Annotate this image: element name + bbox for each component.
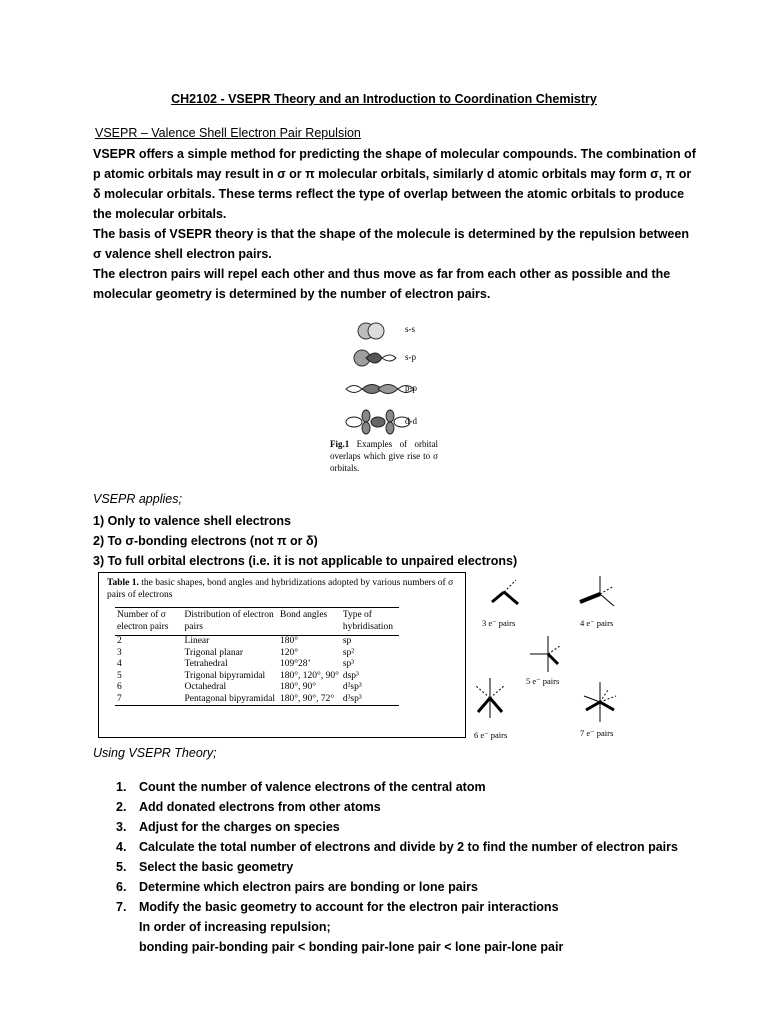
list-item <box>116 877 678 897</box>
table-cell: 2 <box>117 636 122 646</box>
intro-line: VSEPR offers a simple method for predicting the shape of molecular compounds. The combination of <box>93 147 696 161</box>
table-caption <box>107 577 459 601</box>
step-text: Count the number of valence electrons of the central atom <box>139 780 486 794</box>
table-cell: d²sp³ <box>342 682 362 692</box>
step-text: Modify the basic geometry to account for the electron pair interactions <box>139 900 559 914</box>
table-cell: 3 <box>117 647 122 658</box>
intro-line: the molecular orbitals. <box>93 207 227 221</box>
table-caption-text: the basic shapes, bond angles and hybridizations adopted by various numbers of σ pairs of electrons <box>107 578 454 600</box>
list-item-continuation <box>116 937 678 957</box>
section-heading: VSEPR – Valence Shell Electron Pair Repulsion <box>95 126 361 140</box>
using-heading: Using VSEPR Theory; <box>93 746 217 760</box>
s-p-overlap-drawing <box>354 350 396 366</box>
table-header-row <box>115 608 399 636</box>
table-cell: 180°, 120°, 90° <box>280 670 339 681</box>
figure-caption-text: Examples of orbital overlaps which give rise to σ orbitals. <box>330 439 438 473</box>
table-cell: sp <box>342 636 352 646</box>
step-number: 7. <box>116 900 127 914</box>
table-row <box>115 659 399 671</box>
table-row <box>115 671 399 683</box>
p-p-overlap-drawing <box>346 385 414 394</box>
step-number: 1. <box>116 780 127 794</box>
d-d-overlap-drawing <box>346 410 410 434</box>
table-cell: sp³ <box>342 659 355 669</box>
table-header: Type of hybridisation <box>342 610 393 632</box>
step-text: Select the basic geometry <box>139 860 294 874</box>
trigonal-bipyramidal-sketch <box>530 636 560 672</box>
table-cell: d³sp³ <box>342 693 362 704</box>
table-cell: 109°28’ <box>280 659 311 669</box>
list-item: 2) To σ-bonding electrons (not π or δ) <box>93 534 318 548</box>
intro-paragraph <box>93 144 696 304</box>
vsepr-table <box>115 607 399 706</box>
table-cell: Trigonal bipyramidal <box>184 670 266 681</box>
table-cell: sp² <box>342 647 355 658</box>
table-row <box>115 694 399 706</box>
table-1 <box>98 572 466 738</box>
orbital-label: s-s <box>405 324 416 334</box>
table-cell: 7 <box>117 693 122 704</box>
list-item-continuation <box>116 917 678 937</box>
table-cell: 4 <box>117 659 122 669</box>
table-cell: 6 <box>117 682 122 692</box>
geometry-label: 4 e⁻ pairs <box>580 618 614 628</box>
steps-list <box>116 777 678 957</box>
applies-list <box>93 511 517 571</box>
geometry-label: 3 e⁻ pairs <box>482 618 516 628</box>
geometry-sketches <box>468 572 638 744</box>
list-item: 3) To full orbital electrons (i.e. it is not applicable to unpaired electrons) <box>93 554 518 568</box>
pentagonal-bipyramidal-sketch <box>584 682 616 722</box>
step-text: Calculate the total number of electrons and divide by 2 to find the number of electron pairs <box>139 840 678 854</box>
step-number: 2. <box>116 800 127 814</box>
orbital-label: p-p <box>405 383 417 393</box>
s-s-overlap-drawing <box>358 323 384 339</box>
table-cell: 180° <box>280 636 299 646</box>
table-row <box>115 682 399 694</box>
figure-caption <box>330 438 438 474</box>
step-number: 6. <box>116 880 127 894</box>
table-cell: Octahedral <box>184 682 227 692</box>
list-item <box>116 897 678 917</box>
geometry-drawings <box>468 572 638 744</box>
step-continuation: bonding pair-bonding pair < bonding pair-lone pair < lone pair-lone pair <box>139 940 564 954</box>
octahedral-sketch <box>476 678 504 718</box>
table-cell: 120° <box>280 647 299 658</box>
step-number: 3. <box>116 820 127 834</box>
geometry-label: 6 e⁻ pairs <box>474 730 508 740</box>
table-row <box>115 636 399 648</box>
step-continuation: In order of increasing repulsion; <box>139 920 331 934</box>
intro-line: The basis of VSEPR theory is that the shape of the molecule is determined by the repulsion between <box>93 227 689 241</box>
list-item <box>116 857 678 877</box>
table-cell: Tetrahedral <box>184 659 228 669</box>
orbital-label: s-p <box>405 352 416 362</box>
list-item <box>116 777 678 797</box>
figure-caption-label: Fig.1 <box>330 439 350 449</box>
step-number: 4. <box>116 840 127 854</box>
table-cell: Linear <box>184 636 210 646</box>
table-cell: dsp³ <box>342 670 359 681</box>
list-item <box>116 817 678 837</box>
intro-line: p atomic orbitals may result in σ or π molecular orbitals, similarly d atomic orbitals may form σ, π or <box>93 167 692 181</box>
list-item <box>116 797 678 817</box>
step-text: Adjust for the charges on species <box>139 820 340 834</box>
step-text: Add donated electrons from other atoms <box>139 800 381 814</box>
intro-line: σ valence shell electron pairs. <box>93 247 272 261</box>
tetrahedral-sketch <box>580 576 614 606</box>
list-item: 1) Only to valence shell electrons <box>93 514 291 528</box>
trigonal-planar-sketch <box>492 580 518 604</box>
intro-line: δ molecular orbitals. These terms reflect the type of overlap between the atomic orbitals to produce <box>93 187 685 201</box>
intro-line: The electron pairs will repel each other and thus move as far from each other as possible and the <box>93 267 671 281</box>
geometry-label: 7 e⁻ pairs <box>580 728 614 738</box>
table-cell: 180°, 90°, 72° <box>280 693 335 704</box>
step-text: Determine which electron pairs are bonding or lone pairs <box>139 880 478 894</box>
table-header: Distribution of electron pairs <box>184 610 274 632</box>
intro-line: molecular geometry is determined by the number of electron pairs. <box>93 287 491 301</box>
geometry-label: 5 e⁻ pairs <box>526 676 560 686</box>
table-header: Bond angles <box>280 610 328 620</box>
orbital-label: d-d <box>405 416 417 426</box>
table-cell: Trigonal planar <box>184 647 244 658</box>
table-row <box>115 648 399 660</box>
table-cell: 180°, 90° <box>280 682 317 692</box>
table-header: Number of σ electron pairs <box>117 610 169 632</box>
page-title: CH2102 - VSEPR Theory and an Introduction to Coordination Chemistry <box>171 92 597 106</box>
list-item <box>116 837 678 857</box>
table-caption-label: Table 1. <box>107 578 139 588</box>
applies-heading: VSEPR applies; <box>93 492 182 506</box>
table-cell: Pentagonal bipyramidal <box>184 693 276 704</box>
table-cell: 5 <box>117 670 122 681</box>
step-number: 5. <box>116 860 127 874</box>
